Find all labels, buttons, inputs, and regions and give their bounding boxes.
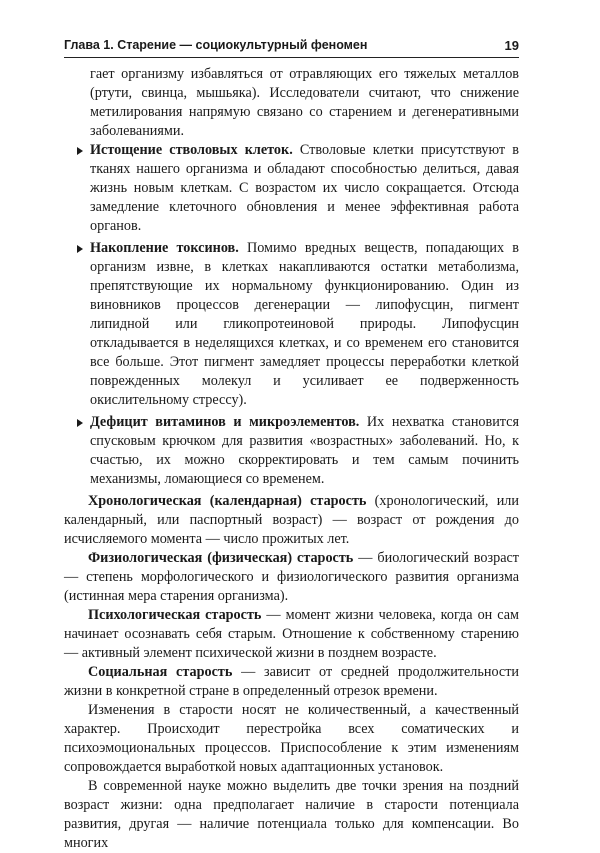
bullet-term: Истощение стволовых клеток. bbox=[90, 142, 293, 158]
bullet-text: Их нехватка становится спусковым крючком для развития «возрастных» заболеваний. Но, к счастью, их можно скорректировать и тем самым починить механизмы, ломающиеся со временем. bbox=[90, 414, 519, 487]
bullet-item bbox=[64, 239, 519, 410]
triangle-bullet-icon bbox=[77, 147, 83, 155]
page-number: 19 bbox=[504, 38, 519, 53]
body-paragraph: Изменения в старости носят не количественный, а качественный характер. Происходит перестройка всех соматических и психоэмоциональных процессов. Приспособление к этим изменениям сопровождается выработкой новых адаптационных установок. bbox=[64, 702, 519, 775]
definition-paragraph bbox=[64, 549, 519, 606]
definition-text: (хронологический, или календарный, или паспортный возраст) — возраст от рождения до исчисляемого момента — число прожитых лет. bbox=[64, 493, 519, 547]
definition-term: Психологическая старость bbox=[88, 607, 262, 623]
definition-text: — зависит от средней продолжительности жизни в конкретной стране в определенный отрезок времени. bbox=[64, 664, 519, 699]
header-rule bbox=[64, 57, 519, 58]
definition-paragraph bbox=[64, 606, 519, 663]
definition-text: — момент жизни человека, когда он сам начинает осознавать себя старым. Отношение к собственному старению — активный элемент психической жизни в позднем возрасте. bbox=[64, 607, 520, 661]
triangle-bullet-icon bbox=[77, 419, 83, 427]
running-title: Глава 1. Старение — социокультурный феномен bbox=[64, 38, 368, 52]
definition-text: — биологический возраст — степень морфологического и физиологического развития организма (истинная мера старения организма). bbox=[64, 550, 519, 604]
bullet-term: Дефицит витаминов и микроэлементов. bbox=[90, 414, 360, 430]
definition-term: Физиологическая (физическая) старость bbox=[88, 550, 354, 566]
definition-paragraph bbox=[64, 663, 519, 701]
triangle-bullet-icon bbox=[77, 245, 83, 253]
bullet-term: Накопление токсинов. bbox=[90, 240, 239, 256]
bullet-text: Стволовые клетки присутствуют в тканях нашего организма и обладают способностью делиться, давая жизнь новым клеткам. С возрастом их число сокращается. Отсюда замедление клеточного обновления и менее эффективная работа органов. bbox=[90, 142, 519, 234]
body-paragraph: В современной науке можно выделить две точки зрения на поздний возраст жизни: одна предполагает наличие в старости потенциала развития, другая — наличие потенциала только для компенсации. Во многих bbox=[64, 778, 519, 851]
bullet-item bbox=[64, 141, 519, 236]
bullet-text: Помимо вредных веществ, попадающих в организм извне, в клетках накапливаются остатки метаболизма, препятствующие их нормальному функционированию. Один из виновников процессов дегенерации — липофусцин, пигмент липидной или гликопротеиновой природы. Липофусцин откладывается в неделящихся клетках, и со временем его становится все больше. Этот пигмент замедляет процессы переработки клеткой поврежденных молекул и усиливает ее подверженность окислительному стрессу). bbox=[90, 240, 519, 408]
definition-paragraph bbox=[64, 492, 519, 549]
definition-term: Социальная старость bbox=[88, 664, 233, 680]
definition-term: Хронологическая (календарная) старость bbox=[88, 493, 367, 509]
running-header bbox=[64, 38, 519, 52]
lead-text: гает организму избавляться от отравляющих его тяжелых металлов (ртути, свинца, мышьяка). Исследователи считают, что снижение метилирования напрямую связано со старением и дегенеративными заболеваниями. bbox=[90, 66, 519, 139]
bullet-item bbox=[64, 413, 519, 489]
page-body bbox=[64, 65, 519, 853]
